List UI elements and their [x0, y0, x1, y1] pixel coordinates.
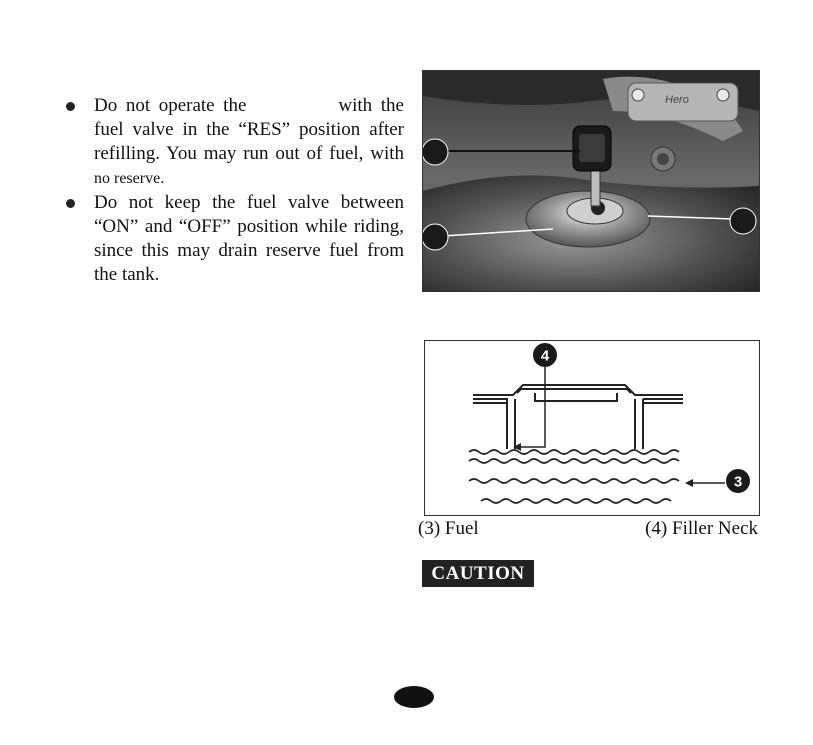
bullet-dot-icon	[66, 102, 75, 111]
bullet-text-start: Do not operate the	[94, 95, 247, 116]
bullet-text-end: with the fuel valve in the “RES” position after refilling. You may run out of fuel, with	[94, 95, 404, 164]
callout-4-label: 4	[540, 347, 550, 365]
caption-filler-neck: (4) Filler Neck	[645, 518, 758, 539]
bullet-dot-icon	[66, 199, 75, 208]
callout-2-icon	[423, 224, 448, 250]
caution-label: CAUTION	[422, 560, 534, 587]
bullet-text-small: no reserve.	[94, 170, 165, 187]
bullet-item	[62, 94, 404, 191]
filler-neck-diagram-svg	[425, 341, 759, 515]
filler-neck-diagram	[424, 340, 760, 516]
page-number-badge	[394, 686, 434, 708]
brand-text: Hero	[665, 94, 689, 106]
fuel-tank-photo	[422, 70, 760, 292]
caption-fuel: (3) Fuel	[418, 518, 479, 539]
bullet-list	[62, 94, 404, 287]
bullet-text: Do not keep the fuel valve between “ON” and “OFF” position while riding, since this may drain reserve fuel from the tank.	[94, 192, 404, 285]
fuel-tank-photo-illustration	[423, 71, 759, 291]
callout-1-icon	[423, 139, 448, 165]
callout-3-label: 3	[733, 473, 743, 491]
bullet-item	[62, 191, 404, 287]
callout-5-icon	[730, 208, 756, 234]
